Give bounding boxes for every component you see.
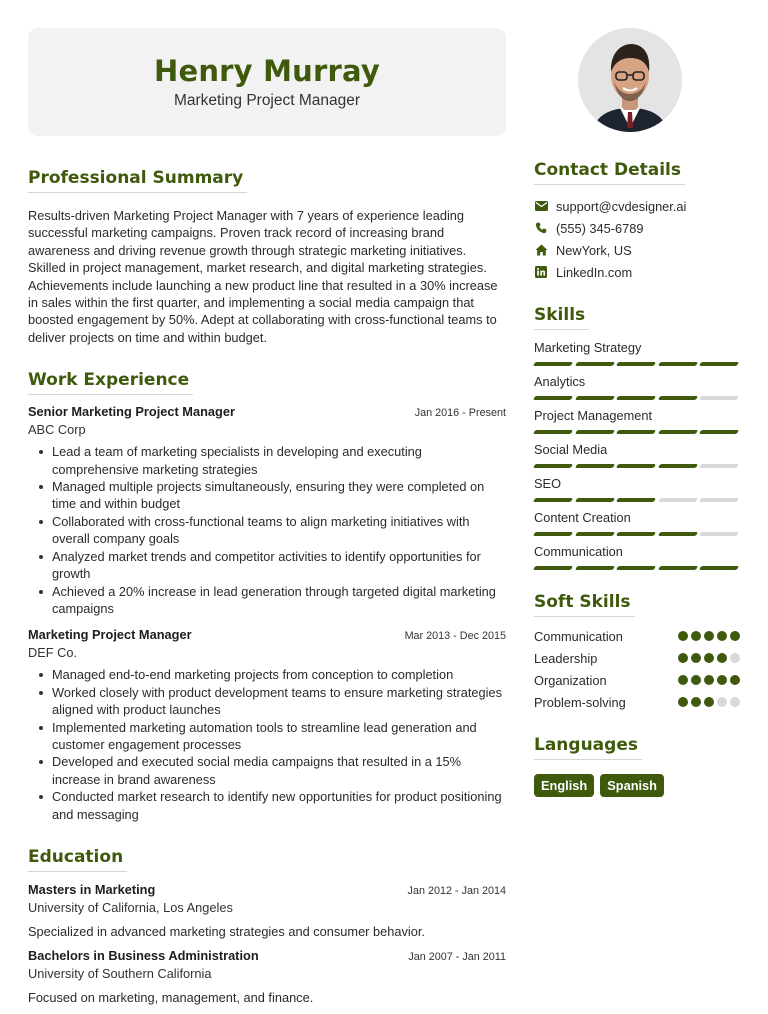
skill-label: Communication (534, 544, 623, 559)
skill-rating-bar (534, 362, 740, 366)
rating-dot (691, 653, 701, 663)
skill-rating-segment (699, 430, 739, 434)
rating-dot (717, 631, 727, 641)
soft-skill-rating (678, 653, 740, 663)
skill-rating-segment (699, 532, 739, 536)
bullet-item: Managed end-to-end marketing projects from conception to completion (38, 666, 506, 683)
summary-heading: Professional Summary (28, 168, 247, 193)
skill-rating-segment (533, 430, 573, 434)
skill-rating-segment (699, 498, 739, 502)
skill-rating-segment (699, 362, 739, 366)
soft-skill-rating (678, 675, 740, 685)
skills-heading: Skills (534, 305, 589, 330)
soft-skill-rating (678, 631, 740, 641)
bullet-item: Conducted market research to identify new opportunities for product positioning and messaging (38, 788, 506, 823)
languages-heading: Languages (534, 735, 642, 760)
soft-skills-list (534, 625, 740, 713)
skill-rating-segment (616, 396, 656, 400)
skill-rating-segment (616, 498, 656, 502)
envelope-icon (534, 199, 548, 213)
job-bullets (28, 443, 506, 617)
skill-rating-segment (657, 566, 697, 570)
skill-rating-segment (574, 430, 614, 434)
skill-rating-segment (616, 464, 656, 468)
bullet-item: Lead a team of marketing specialists in developing and executing comprehensive marketing strategies (38, 443, 506, 478)
summary-text: Results-driven Marketing Project Manager with 7 years of experience leading successful marketing campaigns. Proven track record of increasing brand awareness and driving revenue growth through strategic marketing initiatives. Skilled in project management, market research, and digital marketing strategies. Achievements include launching a new product line that resulted in a 30% increase in sales within the first quarter, and implementing a social media campaign that boosted engagement by 50%. Adept at collaborating with cross-functional teams to deliver projects on time and within budget. (28, 208, 498, 345)
rating-dot (730, 675, 740, 685)
school-name: University of California, Los Angeles (28, 899, 233, 915)
skill-rating-bar (534, 498, 740, 502)
rating-dot (717, 675, 727, 685)
rating-dot (678, 631, 688, 641)
skill-label: Marketing Strategy (534, 340, 642, 355)
rating-dot (678, 697, 688, 707)
bullet-item: Implemented marketing automation tools to streamline lead generation and customer engagement processes (38, 719, 506, 754)
skill-rating-bar (534, 430, 740, 434)
profile-photo (578, 28, 682, 132)
skill-rating-segment (574, 464, 614, 468)
soft-skill-label: Problem-solving (534, 694, 626, 710)
job-company: DEF Co. (28, 645, 78, 661)
skill-rating-segment (616, 566, 656, 570)
education-entry (28, 882, 506, 939)
home-icon (534, 243, 548, 257)
contact-text: (555) 345-6789 (556, 220, 644, 236)
skill-rating-segment (657, 532, 697, 536)
skill-rating-segment (616, 362, 656, 366)
left-column (28, 28, 506, 1005)
skill-rating-segment (533, 362, 573, 366)
soft-skill-item (534, 625, 740, 647)
job-date: Mar 2013 - Dec 2015 (404, 630, 506, 643)
contact-email[interactable] (534, 195, 740, 217)
contact-linkedin[interactable] (534, 261, 740, 283)
language-badge: English (534, 774, 594, 797)
skill-item (534, 544, 740, 570)
soft-skill-label: Leadership (534, 650, 598, 666)
rating-dot (730, 653, 740, 663)
contact-phone[interactable] (534, 217, 740, 239)
skill-item (534, 374, 740, 400)
languages-section (534, 735, 740, 797)
bullet-item: Analyzed market trends and competitor activities to identify opportunities for growth (38, 548, 506, 583)
education-description: Specialized in advanced marketing strategies and consumer behavior. (28, 923, 425, 939)
skill-rating-segment (657, 396, 697, 400)
soft-skill-label: Communication (534, 628, 623, 644)
person-portrait-icon (578, 28, 682, 132)
bullet-item: Collaborated with cross-functional teams to align marketing initiatives with overall company goals (38, 513, 506, 548)
linkedin-icon (534, 265, 548, 279)
skill-item (534, 476, 740, 502)
bullet-item: Worked closely with product development teams to ensure marketing strategies aligned with product launches (38, 684, 506, 719)
skill-rating-segment (657, 362, 697, 366)
skill-label: Project Management (534, 408, 653, 423)
soft-skills-heading: Soft Skills (534, 592, 635, 617)
education-heading: Education (28, 847, 127, 872)
skill-rating-segment (533, 532, 573, 536)
skill-rating-segment (657, 430, 697, 434)
right-column (534, 160, 740, 797)
header-box (28, 28, 506, 136)
degree-title: Masters in Marketing (28, 881, 156, 897)
skill-rating-segment (699, 464, 739, 468)
skill-rating-segment (657, 464, 697, 468)
bullet-item: Achieved a 20% increase in lead generation through targeted digital marketing campaigns (38, 583, 506, 618)
job-title: Marketing Project Manager (28, 627, 192, 643)
education-entry (28, 948, 506, 1005)
soft-skill-rating (678, 697, 740, 707)
skill-rating-segment (616, 532, 656, 536)
skill-rating-segment (574, 566, 614, 570)
skill-rating-segment (574, 532, 614, 536)
summary-section (28, 168, 506, 346)
skill-rating-segment (616, 430, 656, 434)
education-date: Jan 2012 - Jan 2014 (407, 884, 506, 897)
skill-label: Social Media (534, 442, 608, 457)
skill-item (534, 442, 740, 468)
contact-text: support@cvdesigner.ai (556, 198, 687, 214)
soft-skills-section (534, 592, 740, 713)
skill-rating-segment (574, 396, 614, 400)
rating-dot (717, 697, 727, 707)
job-entry (28, 627, 506, 823)
skill-rating-segment (574, 498, 614, 502)
bullet-item: Managed multiple projects simultaneously, ensuring they were completed on time and within budget (38, 478, 506, 513)
school-name: University of Southern California (28, 965, 212, 981)
rating-dot (704, 675, 714, 685)
skill-item (534, 408, 740, 434)
rating-dot (691, 631, 701, 641)
rating-dot (704, 653, 714, 663)
candidate-name: Henry Murray (154, 54, 380, 88)
job-entry (28, 404, 506, 617)
skill-item (534, 510, 740, 536)
education-description: Focused on marketing, management, and finance. (28, 989, 314, 1005)
skill-rating-bar (534, 566, 740, 570)
skill-rating-bar (534, 532, 740, 536)
contact-heading: Contact Details (534, 160, 685, 185)
rating-dot (717, 653, 727, 663)
degree-title: Bachelors in Business Administration (28, 947, 259, 963)
soft-skill-label: Organization (534, 672, 607, 688)
rating-dot (704, 631, 714, 641)
soft-skill-item (534, 669, 740, 691)
soft-skill-item (534, 647, 740, 669)
skill-rating-segment (533, 396, 573, 400)
phone-icon (534, 221, 548, 235)
job-title: Senior Marketing Project Manager (28, 404, 235, 420)
skill-rating-segment (699, 396, 739, 400)
rating-dot (704, 697, 714, 707)
job-date: Jan 2016 - Present (414, 407, 506, 420)
education-date: Jan 2007 - Jan 2011 (408, 950, 506, 963)
skill-rating-segment (699, 566, 739, 570)
soft-skill-item (534, 691, 740, 713)
rating-dot (678, 653, 688, 663)
experience-section (28, 370, 506, 823)
skill-label: Analytics (534, 374, 586, 389)
contact-text: NewYork, US (556, 242, 632, 258)
job-company: ABC Corp (28, 422, 86, 438)
candidate-title: Marketing Project Manager (173, 92, 361, 109)
skill-rating-bar (534, 464, 740, 468)
skill-label: SEO (534, 476, 562, 491)
rating-dot (691, 697, 701, 707)
skill-rating-segment (533, 566, 573, 570)
rating-dot (678, 675, 688, 685)
skill-rating-segment (533, 498, 573, 502)
language-badge: Spanish (600, 774, 664, 797)
bullet-item: Developed and executed social media campaigns that resulted in a 15% increase in brand awareness (38, 753, 506, 788)
languages-list (534, 774, 740, 797)
rating-dot (730, 697, 740, 707)
education-section (28, 847, 506, 1005)
skill-rating-segment (657, 498, 697, 502)
contact-text: LinkedIn.com (556, 264, 633, 280)
rating-dot (730, 631, 740, 641)
rating-dot (691, 675, 701, 685)
skill-rating-bar (534, 396, 740, 400)
skill-rating-segment (533, 464, 573, 468)
job-bullets (28, 666, 506, 823)
experience-heading: Work Experience (28, 370, 193, 395)
skill-rating-segment (574, 362, 614, 366)
contact-section (534, 160, 740, 283)
skill-label: Content Creation (534, 510, 631, 525)
skills-section (534, 305, 740, 570)
skills-list (534, 340, 740, 570)
contact-location (534, 239, 740, 261)
skill-item (534, 340, 740, 366)
